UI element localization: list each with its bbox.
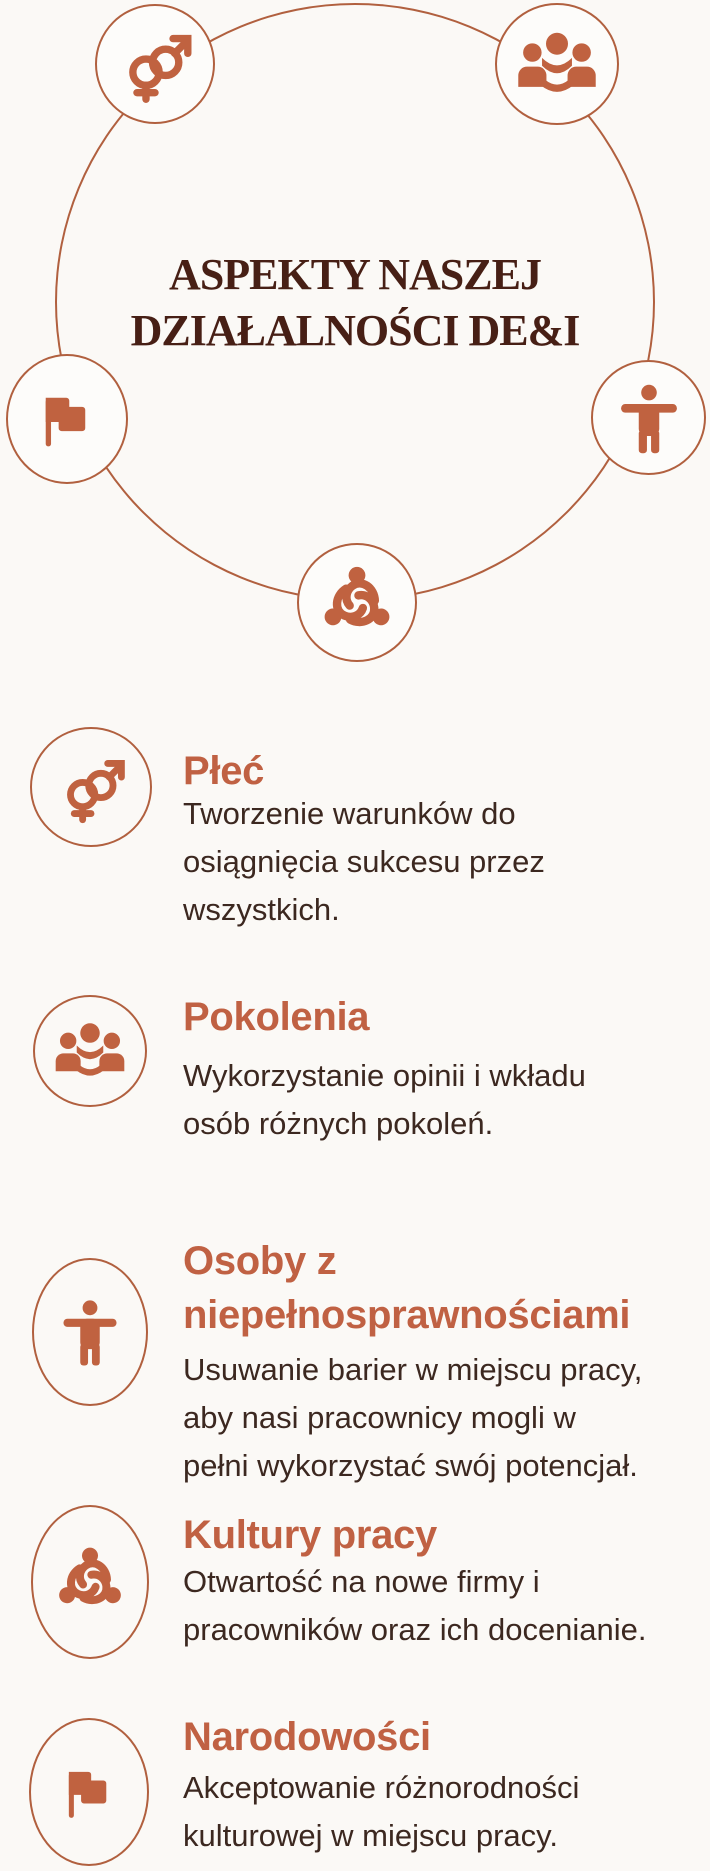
item-body: Wykorzystanie opinii i wkładu osób różnych pokoleń.: [183, 1058, 586, 1141]
page-title-line1: ASPEKTY NASZEJ: [169, 250, 541, 299]
diagram-node-accessibility: [591, 360, 706, 475]
flag-icon: [53, 1756, 125, 1828]
accessibility-icon-badge: [32, 1258, 148, 1406]
flag-icon: [29, 381, 105, 457]
page-title: [0, 247, 710, 359]
nationalities-icon-badge: [29, 1718, 149, 1866]
gender-icon: [53, 749, 129, 825]
item-body: Tworzenie warunków do osiągnięcia sukcesu przez wszystkich.: [183, 796, 545, 927]
intertwined-people-icon: [315, 561, 399, 645]
accessibility-person-icon: [51, 1293, 129, 1371]
diagram-node-generations: [495, 3, 619, 125]
gender-icon-badge: [30, 727, 152, 847]
item-heading: Pokolenia: [183, 995, 370, 1039]
item-body: Usuwanie barier w miejscu pracy, aby nasi pracownicy mogli w pełni wykorzystać swój potencjał.: [183, 1352, 643, 1483]
item-heading: Osoby z niepełnosprawnościami: [183, 1239, 631, 1337]
item-body: Otwartość na nowe firmy i pracowników oraz ich docenianie.: [183, 1564, 647, 1647]
item-heading: Kultury pracy: [183, 1513, 437, 1557]
item-heading: Płeć: [183, 749, 265, 793]
people-group-icon-badge: [33, 995, 147, 1107]
diagram-node-work-cultures: [297, 543, 417, 662]
people-group-icon: [51, 1012, 129, 1090]
accessibility-person-icon: [608, 377, 690, 459]
people-group-icon: [513, 20, 601, 108]
item-body: Akceptowanie różnorodności kulturowej w miejscu pracy.: [183, 1770, 580, 1853]
item-heading: Narodowości: [183, 1715, 431, 1759]
intertwined-people-icon: [50, 1542, 130, 1622]
diagram-node-nationalities: [6, 354, 128, 484]
work-cultures-icon-badge: [31, 1505, 149, 1659]
gender-icon: [114, 23, 196, 105]
page-title-line2: DZIAŁALNOŚCI DE&I: [130, 306, 580, 355]
diagram-node-gender: [95, 4, 215, 124]
